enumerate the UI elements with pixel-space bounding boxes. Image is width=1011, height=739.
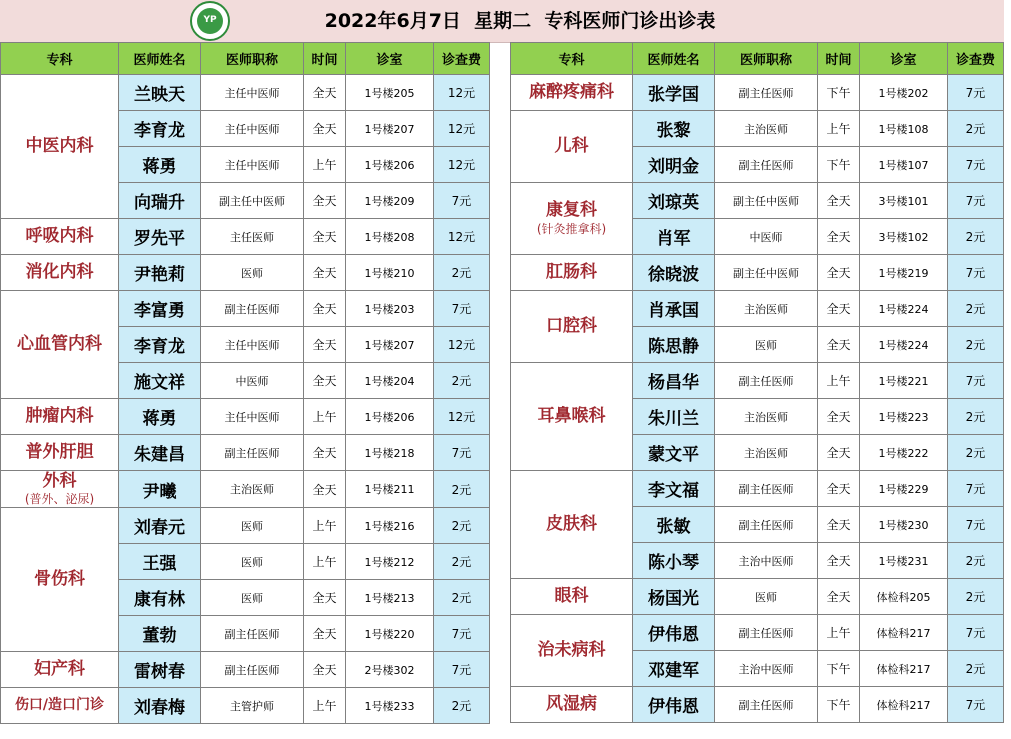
doctor-name-cell: 蒋勇 bbox=[119, 147, 201, 183]
room-cell: 1号楼231 bbox=[860, 543, 948, 579]
time-cell: 全天 bbox=[304, 580, 346, 616]
table-row bbox=[1, 652, 490, 688]
department-name: 皮肤科 bbox=[546, 513, 597, 534]
doctor-name-cell: 罗先平 bbox=[119, 219, 201, 255]
room-cell: 1号楼207 bbox=[346, 327, 434, 363]
doctor-name-cell: 邓建军 bbox=[633, 651, 715, 687]
time-cell: 全天 bbox=[818, 543, 860, 579]
table-row bbox=[511, 471, 1004, 507]
table-row bbox=[511, 183, 1004, 219]
time-cell: 下午 bbox=[818, 147, 860, 183]
doctor-title-cell: 主治医师 bbox=[715, 111, 818, 147]
doctor-title-cell: 副主任中医师 bbox=[715, 255, 818, 291]
department-cell bbox=[511, 363, 633, 471]
department-cell bbox=[1, 75, 119, 219]
room-cell: 1号楼212 bbox=[346, 544, 434, 580]
col-header-time: 时间 bbox=[304, 43, 346, 75]
room-cell: 体检科217 bbox=[860, 687, 948, 723]
doctor-name-cell: 董勃 bbox=[119, 616, 201, 652]
title-banner bbox=[0, 0, 1004, 43]
department-cell bbox=[1, 291, 119, 399]
fee-cell: 7元 bbox=[434, 291, 490, 327]
fee-cell: 7元 bbox=[434, 183, 490, 219]
doctor-name-cell: 刘春梅 bbox=[119, 688, 201, 724]
doctor-name-cell: 刘春元 bbox=[119, 508, 201, 544]
department-name: 康复科 bbox=[546, 200, 597, 221]
department-cell bbox=[511, 471, 633, 579]
time-cell: 上午 bbox=[818, 615, 860, 651]
doctor-name-cell: 刘明金 bbox=[633, 147, 715, 183]
doctor-name-cell: 伊伟恩 bbox=[633, 687, 715, 723]
room-cell: 1号楼207 bbox=[346, 111, 434, 147]
col-header-department: 专科 bbox=[511, 43, 633, 75]
table-row bbox=[1, 219, 490, 255]
doctor-name-cell: 李育龙 bbox=[119, 327, 201, 363]
doctor-title-cell: 副主任医师 bbox=[201, 435, 304, 471]
doctor-name-cell: 李育龙 bbox=[119, 111, 201, 147]
col-header-department: 专科 bbox=[1, 43, 119, 75]
department-name: 风湿病 bbox=[546, 693, 597, 714]
fee-cell: 7元 bbox=[948, 183, 1004, 219]
room-cell: 体检科205 bbox=[860, 579, 948, 615]
doctor-name-cell: 李富勇 bbox=[119, 291, 201, 327]
fee-cell: 7元 bbox=[948, 507, 1004, 543]
department-cell bbox=[511, 687, 633, 723]
room-cell: 1号楼108 bbox=[860, 111, 948, 147]
fee-cell: 2元 bbox=[434, 255, 490, 291]
room-cell: 1号楼216 bbox=[346, 508, 434, 544]
table-row bbox=[511, 615, 1004, 651]
department-cell bbox=[1, 688, 119, 724]
table-row bbox=[1, 471, 490, 508]
room-cell: 1号楼203 bbox=[346, 291, 434, 327]
department-cell bbox=[511, 255, 633, 291]
doctor-title-cell: 副主任医师 bbox=[715, 471, 818, 507]
fee-cell: 2元 bbox=[434, 688, 490, 724]
department-cell bbox=[511, 183, 633, 255]
schedule-table-right bbox=[510, 42, 1004, 723]
page-title: 2022年6月7日 星期二 专科医师门诊出诊表 bbox=[324, 10, 716, 32]
doctor-name-cell: 肖军 bbox=[633, 219, 715, 255]
doctor-title-cell: 副主任医师 bbox=[201, 616, 304, 652]
time-cell: 全天 bbox=[304, 255, 346, 291]
time-cell: 下午 bbox=[818, 687, 860, 723]
col-header-doctor-title: 医师职称 bbox=[201, 43, 304, 75]
doctor-name-cell: 兰映天 bbox=[119, 75, 201, 111]
doctor-title-cell: 副主任医师 bbox=[201, 291, 304, 327]
fee-cell: 12元 bbox=[434, 399, 490, 435]
doctor-name-cell: 张学国 bbox=[633, 75, 715, 111]
table-row bbox=[511, 255, 1004, 291]
fee-cell: 2元 bbox=[948, 579, 1004, 615]
department-name: 耳鼻喉科 bbox=[537, 405, 606, 426]
room-cell: 1号楼204 bbox=[346, 363, 434, 399]
time-cell: 全天 bbox=[818, 435, 860, 471]
fee-cell: 7元 bbox=[948, 471, 1004, 507]
department-name: 肛肠科 bbox=[546, 261, 597, 282]
doctor-title-cell: 医师 bbox=[201, 508, 304, 544]
room-cell: 1号楼223 bbox=[860, 399, 948, 435]
fee-cell: 7元 bbox=[948, 147, 1004, 183]
room-cell: 1号楼218 bbox=[346, 435, 434, 471]
doctor-title-cell: 医师 bbox=[201, 255, 304, 291]
department-name: 呼吸内科 bbox=[25, 225, 94, 246]
department-name: 骨伤科 bbox=[34, 569, 85, 590]
table-row bbox=[511, 291, 1004, 327]
doctor-name-cell: 徐晓波 bbox=[633, 255, 715, 291]
col-header-doctor-name: 医师姓名 bbox=[119, 43, 201, 75]
fee-cell: 7元 bbox=[434, 616, 490, 652]
department-name: 消化内科 bbox=[25, 261, 94, 282]
time-cell: 全天 bbox=[818, 255, 860, 291]
col-header-fee: 诊查费 bbox=[434, 43, 490, 75]
room-cell: 2号楼302 bbox=[346, 652, 434, 688]
doctor-title-cell: 副主任医师 bbox=[715, 507, 818, 543]
doctor-name-cell: 向瑞升 bbox=[119, 183, 201, 219]
department-name: 麻醉疼痛科 bbox=[529, 81, 614, 102]
doctor-title-cell: 主治医师 bbox=[715, 291, 818, 327]
doctor-title-cell: 主任中医师 bbox=[201, 75, 304, 111]
room-cell: 1号楼202 bbox=[860, 75, 948, 111]
fee-cell: 2元 bbox=[434, 544, 490, 580]
department-name: 外科 bbox=[42, 471, 77, 491]
doctor-title-cell: 副主任医师 bbox=[715, 363, 818, 399]
doctor-name-cell: 朱川兰 bbox=[633, 399, 715, 435]
room-cell: 1号楼209 bbox=[346, 183, 434, 219]
department-cell bbox=[1, 435, 119, 471]
room-cell: 1号楼224 bbox=[860, 327, 948, 363]
doctor-name-cell: 刘琼英 bbox=[633, 183, 715, 219]
doctor-name-cell: 蒋勇 bbox=[119, 399, 201, 435]
department-cell bbox=[511, 291, 633, 363]
fee-cell: 7元 bbox=[434, 435, 490, 471]
doctor-title-cell: 医师 bbox=[715, 327, 818, 363]
schedule-table-left bbox=[0, 42, 490, 724]
room-cell: 1号楼229 bbox=[860, 471, 948, 507]
department-cell bbox=[511, 75, 633, 111]
doctor-name-cell: 李文福 bbox=[633, 471, 715, 507]
fee-cell: 2元 bbox=[434, 508, 490, 544]
time-cell: 全天 bbox=[304, 291, 346, 327]
time-cell: 全天 bbox=[304, 327, 346, 363]
table-row bbox=[511, 363, 1004, 399]
fee-cell: 7元 bbox=[948, 75, 1004, 111]
time-cell: 上午 bbox=[818, 111, 860, 147]
doctor-title-cell: 主管护师 bbox=[201, 688, 304, 724]
room-cell: 1号楼222 bbox=[860, 435, 948, 471]
doctor-name-cell: 陈思静 bbox=[633, 327, 715, 363]
room-cell: 1号楼206 bbox=[346, 147, 434, 183]
table-row bbox=[1, 399, 490, 435]
doctor-title-cell: 副主任中医师 bbox=[715, 183, 818, 219]
col-header-doctor-name: 医师姓名 bbox=[633, 43, 715, 75]
department-cell bbox=[511, 111, 633, 183]
doctor-title-cell: 医师 bbox=[201, 544, 304, 580]
time-cell: 上午 bbox=[818, 363, 860, 399]
col-header-fee: 诊查费 bbox=[948, 43, 1004, 75]
doctor-name-cell: 施文祥 bbox=[119, 363, 201, 399]
room-cell: 3号楼101 bbox=[860, 183, 948, 219]
department-cell bbox=[1, 219, 119, 255]
table-row bbox=[511, 579, 1004, 615]
department-cell bbox=[511, 615, 633, 687]
department-cell bbox=[1, 471, 119, 508]
room-cell: 1号楼206 bbox=[346, 399, 434, 435]
table-header-row bbox=[1, 43, 490, 75]
room-cell: 3号楼102 bbox=[860, 219, 948, 255]
doctor-title-cell: 副主任医师 bbox=[715, 75, 818, 111]
time-cell: 上午 bbox=[304, 508, 346, 544]
room-cell: 1号楼230 bbox=[860, 507, 948, 543]
table-header-row bbox=[511, 43, 1004, 75]
doctor-name-cell: 尹艳莉 bbox=[119, 255, 201, 291]
time-cell: 全天 bbox=[818, 183, 860, 219]
fee-cell: 12元 bbox=[434, 75, 490, 111]
fee-cell: 2元 bbox=[948, 399, 1004, 435]
fee-cell: 2元 bbox=[948, 651, 1004, 687]
department-name: 普外肝胆 bbox=[25, 441, 94, 462]
department-cell bbox=[1, 652, 119, 688]
doctor-title-cell: 主治医师 bbox=[201, 471, 304, 508]
room-cell: 1号楼211 bbox=[346, 471, 434, 508]
time-cell: 上午 bbox=[304, 688, 346, 724]
department-cell bbox=[1, 399, 119, 435]
time-cell: 全天 bbox=[818, 327, 860, 363]
fee-cell: 2元 bbox=[948, 291, 1004, 327]
doctor-title-cell: 中医师 bbox=[715, 219, 818, 255]
room-cell: 1号楼220 bbox=[346, 616, 434, 652]
doctor-title-cell: 主治医师 bbox=[715, 399, 818, 435]
doctor-title-cell: 副主任医师 bbox=[715, 687, 818, 723]
table-row bbox=[511, 75, 1004, 111]
time-cell: 全天 bbox=[304, 363, 346, 399]
doctor-name-cell: 张敏 bbox=[633, 507, 715, 543]
table-row bbox=[511, 111, 1004, 147]
table-row bbox=[1, 435, 490, 471]
fee-cell: 2元 bbox=[948, 435, 1004, 471]
table-row bbox=[1, 75, 490, 111]
time-cell: 全天 bbox=[304, 111, 346, 147]
doctor-name-cell: 康有林 bbox=[119, 580, 201, 616]
fee-cell: 12元 bbox=[434, 147, 490, 183]
doctor-name-cell: 伊伟恩 bbox=[633, 615, 715, 651]
doctor-name-cell: 肖承国 bbox=[633, 291, 715, 327]
room-cell: 体检科217 bbox=[860, 651, 948, 687]
table-row bbox=[1, 255, 490, 291]
time-cell: 下午 bbox=[818, 651, 860, 687]
fee-cell: 7元 bbox=[948, 255, 1004, 291]
time-cell: 上午 bbox=[304, 544, 346, 580]
department-name: 儿科 bbox=[554, 135, 589, 156]
time-cell: 上午 bbox=[304, 399, 346, 435]
room-cell: 1号楼224 bbox=[860, 291, 948, 327]
room-cell: 1号楼219 bbox=[860, 255, 948, 291]
room-cell: 1号楼221 bbox=[860, 363, 948, 399]
fee-cell: 2元 bbox=[434, 580, 490, 616]
doctor-title-cell: 副主任医师 bbox=[715, 147, 818, 183]
department-cell bbox=[1, 255, 119, 291]
doctor-title-cell: 主任中医师 bbox=[201, 399, 304, 435]
col-header-doctor-title: 医师职称 bbox=[715, 43, 818, 75]
department-subtitle: (针灸推拿科) bbox=[536, 221, 607, 236]
doctor-name-cell: 尹曦 bbox=[119, 471, 201, 508]
doctor-title-cell: 主治中医师 bbox=[715, 543, 818, 579]
department-cell bbox=[1, 508, 119, 652]
doctor-title-cell: 副主任医师 bbox=[715, 615, 818, 651]
department-cell bbox=[511, 579, 633, 615]
doctor-name-cell: 王强 bbox=[119, 544, 201, 580]
doctor-name-cell: 朱建昌 bbox=[119, 435, 201, 471]
table-row bbox=[1, 688, 490, 724]
doctor-title-cell: 副主任中医师 bbox=[201, 183, 304, 219]
fee-cell: 2元 bbox=[948, 219, 1004, 255]
fee-cell: 12元 bbox=[434, 219, 490, 255]
room-cell: 1号楼210 bbox=[346, 255, 434, 291]
table-row bbox=[1, 508, 490, 544]
room-cell: 1号楼205 bbox=[346, 75, 434, 111]
fee-cell: 2元 bbox=[948, 543, 1004, 579]
department-name: 中医内科 bbox=[25, 135, 94, 156]
room-cell: 体检科217 bbox=[860, 615, 948, 651]
hospital-logo bbox=[190, 1, 230, 41]
fee-cell: 12元 bbox=[434, 327, 490, 363]
doctor-name-cell: 杨昌华 bbox=[633, 363, 715, 399]
time-cell: 全天 bbox=[818, 219, 860, 255]
time-cell: 全天 bbox=[304, 435, 346, 471]
doctor-name-cell: 杨国光 bbox=[633, 579, 715, 615]
doctor-name-cell: 雷树春 bbox=[119, 652, 201, 688]
doctor-title-cell: 主任中医师 bbox=[201, 327, 304, 363]
fee-cell: 12元 bbox=[434, 111, 490, 147]
fee-cell: 2元 bbox=[434, 471, 490, 508]
doctor-title-cell: 医师 bbox=[715, 579, 818, 615]
time-cell: 全天 bbox=[304, 219, 346, 255]
col-header-room: 诊室 bbox=[346, 43, 434, 75]
department-name: 妇产科 bbox=[34, 659, 85, 680]
room-cell: 1号楼208 bbox=[346, 219, 434, 255]
department-name: 伤口/造口门诊 bbox=[14, 697, 105, 713]
time-cell: 全天 bbox=[304, 471, 346, 508]
doctor-name-cell: 张黎 bbox=[633, 111, 715, 147]
time-cell: 全天 bbox=[304, 652, 346, 688]
fee-cell: 7元 bbox=[948, 363, 1004, 399]
time-cell: 下午 bbox=[818, 75, 860, 111]
time-cell: 全天 bbox=[304, 183, 346, 219]
fee-cell: 2元 bbox=[948, 111, 1004, 147]
doctor-title-cell: 医师 bbox=[201, 580, 304, 616]
department-subtitle: (普外、泌尿) bbox=[24, 492, 95, 507]
doctor-name-cell: 陈小琴 bbox=[633, 543, 715, 579]
fee-cell: 2元 bbox=[948, 327, 1004, 363]
table-row bbox=[1, 291, 490, 327]
department-name: 肿瘤内科 bbox=[25, 405, 94, 426]
doctor-name-cell: 蒙文平 bbox=[633, 435, 715, 471]
fee-cell: 7元 bbox=[948, 687, 1004, 723]
time-cell: 全天 bbox=[818, 507, 860, 543]
fee-cell: 2元 bbox=[434, 363, 490, 399]
department-name: 治未病科 bbox=[537, 639, 606, 660]
time-cell: 全天 bbox=[818, 579, 860, 615]
doctor-title-cell: 主治医师 bbox=[715, 435, 818, 471]
doctor-title-cell: 副主任医师 bbox=[201, 652, 304, 688]
time-cell: 全天 bbox=[818, 399, 860, 435]
room-cell: 1号楼213 bbox=[346, 580, 434, 616]
department-name: 心血管内科 bbox=[17, 333, 102, 354]
doctor-title-cell: 主任中医师 bbox=[201, 111, 304, 147]
room-cell: 1号楼107 bbox=[860, 147, 948, 183]
time-cell: 上午 bbox=[304, 147, 346, 183]
fee-cell: 7元 bbox=[434, 652, 490, 688]
department-name: 眼科 bbox=[554, 585, 589, 606]
table-row bbox=[511, 687, 1004, 723]
col-header-room: 诊室 bbox=[860, 43, 948, 75]
room-cell: 1号楼233 bbox=[346, 688, 434, 724]
department-name: 口腔科 bbox=[546, 315, 597, 336]
doctor-title-cell: 主治中医师 bbox=[715, 651, 818, 687]
fee-cell: 7元 bbox=[948, 615, 1004, 651]
doctor-title-cell: 中医师 bbox=[201, 363, 304, 399]
col-header-time: 时间 bbox=[818, 43, 860, 75]
time-cell: 全天 bbox=[818, 471, 860, 507]
doctor-title-cell: 主任医师 bbox=[201, 219, 304, 255]
logo-emblem bbox=[197, 8, 223, 34]
time-cell: 全天 bbox=[304, 616, 346, 652]
logo-mark: YP bbox=[203, 15, 217, 25]
time-cell: 全天 bbox=[818, 291, 860, 327]
doctor-title-cell: 主任中医师 bbox=[201, 147, 304, 183]
time-cell: 全天 bbox=[304, 75, 346, 111]
